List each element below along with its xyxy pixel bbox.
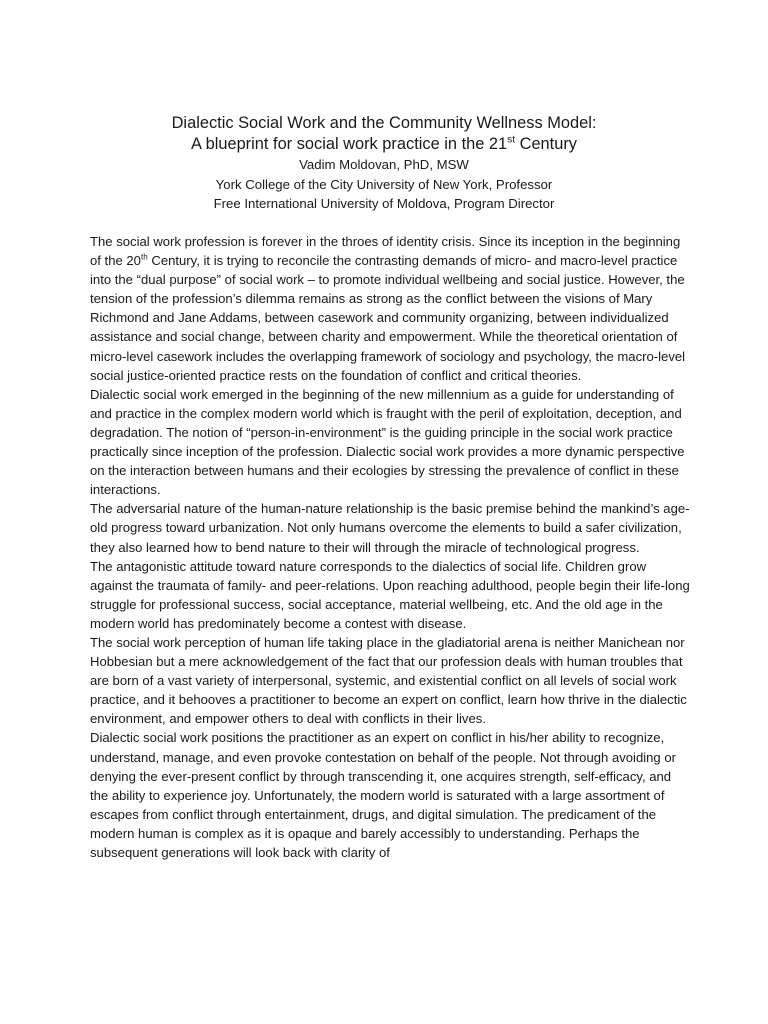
- document-header: [80, 113, 688, 214]
- paragraph-1-start: The social work profession is forever in the throes of identity crisis. Since its inception in the beginning of the 20: [90, 234, 681, 269]
- document-body: [90, 232, 690, 862]
- paragraph-6: Dialectic social work positions the practitioner as an expert on conflict in his/her ability to recognize, understand, manage, and even provoke contestation on behalf of the people. Not through avoiding or denying the ever-present conflict by through transcending it, one acquires strength, self-efficacy, and the ability to experience joy. Unfortunately, the modern world is saturated with a large assortment of escapes from conflict through entertainment, drugs, and digital simulation. The predicament of the modern human is complex as it is opaque and barely accessibly to understanding. Perhaps the subsequent generations will look back with clarity of: [90, 730, 676, 860]
- paragraph-5: The social work perception of human life taking place in the gladiatorial arena is neither Manichean nor Hobbesian but a mere acknowledgement of the fact that our profession deals with human troubles that are born of a vast variety of interpersonal, systemic, and existential conflict on all levels of social work practice, and it behooves a practitioner to become an expert on conflict, learn how thrive in the dialectic environment, and empower others to deal with conflicts in their lives.: [90, 634, 687, 727]
- title-line-2-end: Century: [515, 135, 577, 153]
- title-line-1: Dialectic Social Work and the Community Wellness Model:: [171, 114, 597, 132]
- author-name: Vadim Moldovan, PhD, MSW: [299, 157, 469, 172]
- title-line-2: [80, 134, 688, 155]
- paragraph-4: The antagonistic attitude toward nature corresponds to the dialectics of social life. Children grow against the traumata of family- and peer-relations. Upon reaching adulthood, people begin their life-long struggle for professional success, social acceptance, material wellbeing, etc. And the old age in the modern world has predominately become a contest with disease.: [90, 558, 690, 631]
- century-ordinal-suffix: th: [140, 252, 148, 262]
- title-ordinal-suffix: st: [507, 134, 516, 146]
- paragraph-1-rest: Century, it is trying to reconcile the contrasting demands of micro- and macro-level practice into the “dual purpose” of social work – to promote individual wellbeing and social justice. However, the tension of the profession’s dilemma remains as strong as the conflict between the visions of Mary Richmond and Jane Addams, between casework and community organizing, between individualized assistance and social change, between charity and empowerment. While the theoretical orientation of micro-level casework includes the overlapping framework of sociology and psychology, the macro-level social justice-oriented practice rests on the foundation of conflict and critical theories.: [90, 253, 686, 383]
- affiliation-moldova: Free International University of Moldova, Program Director: [213, 196, 555, 212]
- paragraph-3: The adversarial nature of the human-nature relationship is the basic premise behind the mankind’s age-old progress toward urbanization. Not only humans overcome the elements to build a safer civilization, they also learned how to bend nature to their will through the miracle of technological progress.: [90, 501, 690, 555]
- title-line-2-text: A blueprint for social work practice in the 21: [191, 135, 508, 153]
- affiliation-york: York College of the City University of New York, Professor: [215, 176, 553, 192]
- paragraph-1: [90, 232, 690, 385]
- paragraph-2: Dialectic social work emerged in the beginning of the new millennium as a guide for understanding of and practice in the complex modern world which is fraught with the peril of exploitation, deception, and degradation. The notion of “person-in-environment” is the guiding principle in the social work practice practically since inception of the profession. Dialectic social work provides a more dynamic perspective on the interaction between humans and their ecologies by stressing the prevalence of conflict in these interactions.: [90, 386, 685, 498]
